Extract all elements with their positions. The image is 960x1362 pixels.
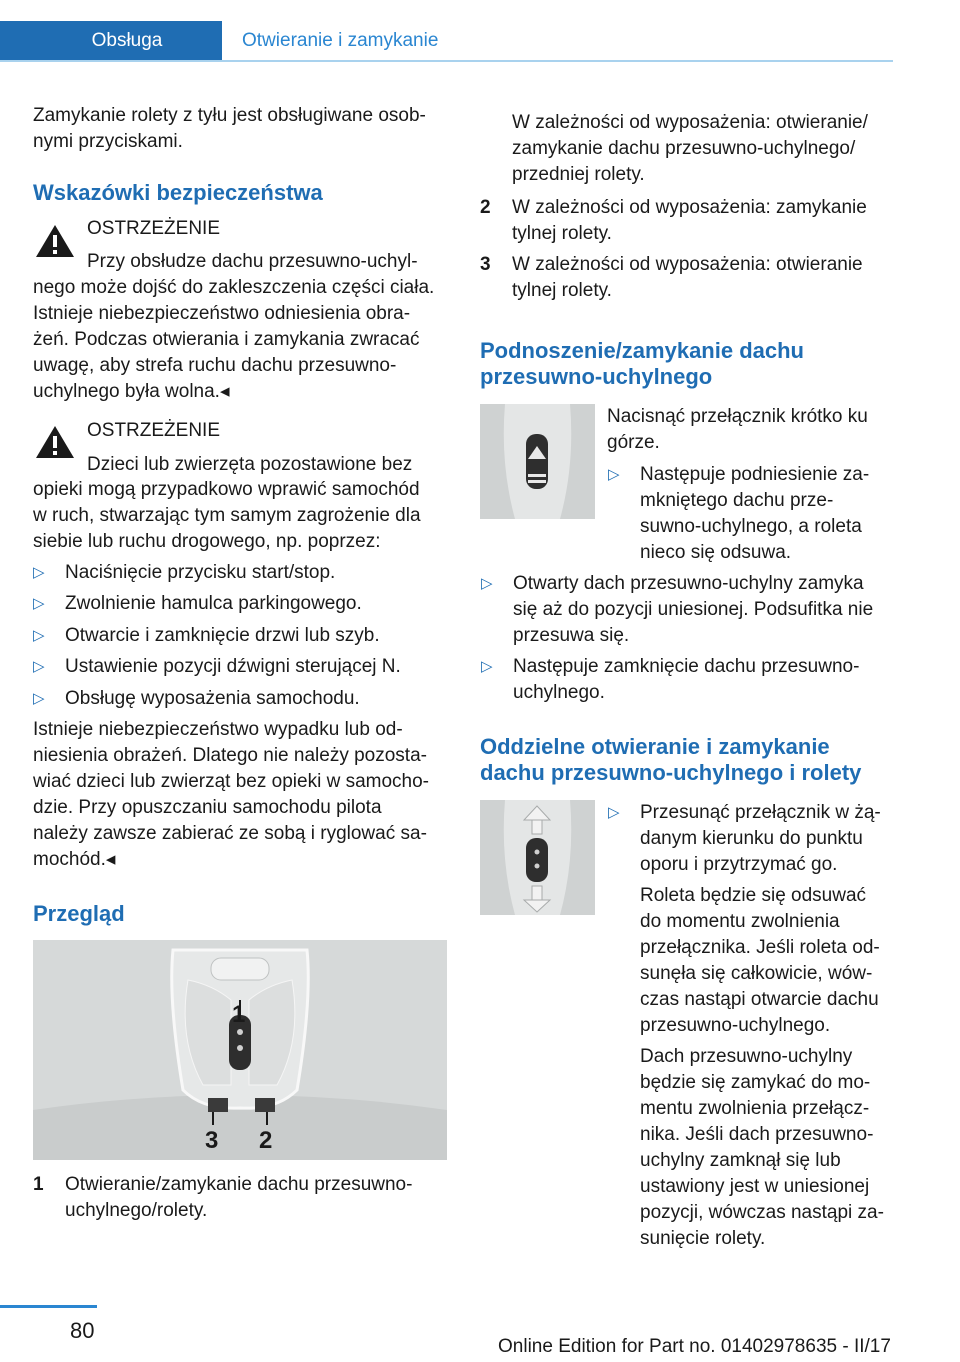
warning-triangle-icon xyxy=(35,223,75,259)
sep-para-1-line: czas nastąpi otwarcie dachu xyxy=(640,989,879,1010)
heading-separate: Oddzielne otwieranie i zamykanie xyxy=(480,734,830,759)
warning-title-2: OSTRZEŻENIE xyxy=(87,420,221,441)
warning-2-line: Dzieci lub zwierzęta pozostawione bez xyxy=(87,454,413,475)
sep-para-2-line: nika. Jeśli dach przesuwno- xyxy=(640,1124,874,1145)
sep-para-1-line: przełącznika. Jeśli roleta od- xyxy=(640,937,880,958)
warning-1-line: Istnieje niebezpieczeństwo odniesienia obra- xyxy=(33,303,411,324)
legend-item-1-cont: zamykanie dachu przesuwno-uchylnego/ xyxy=(512,138,856,159)
callout-3: 3 xyxy=(205,1127,219,1154)
sep-para-2-line: będzie się zamykać do mo- xyxy=(640,1072,871,1093)
page-number: 80 xyxy=(70,1318,95,1343)
warning-1-line: uwagę, aby strefa ruchu dachu przesuwno- xyxy=(33,355,397,376)
legend-item-1-text: uchylnego/rolety. xyxy=(65,1200,208,1221)
callout-1: 1 xyxy=(232,1001,246,1028)
warning-title-1: OSTRZEŻENIE xyxy=(87,218,221,239)
bullet-triangle-icon: ▷ xyxy=(608,804,620,821)
intro-line-1: Zamykanie rolety z tyłu jest obsługiwane osob- xyxy=(33,105,426,126)
raise-instruction: Nacisnąć przełącznik krótko ku xyxy=(607,406,868,427)
switch-up-figure xyxy=(480,404,595,519)
footer-rule xyxy=(0,1305,97,1308)
heading-overview: Przegląd xyxy=(33,901,125,926)
warning-2-line: siebie lub ruchu drogowego, np. poprzez: xyxy=(33,531,381,552)
sep-para-1-line: sunęła się całkowicie, wów- xyxy=(640,963,873,984)
warning-2-after-line: mochód.◂ xyxy=(33,849,116,870)
bullet-triangle-icon: ▷ xyxy=(33,595,45,612)
legend-item-2-text: W zależności od wyposażenia: zamykanie xyxy=(512,197,867,218)
bullet-text: Ustawienie pozycji dźwigni sterującej N. xyxy=(65,656,401,677)
bullet-text: Zwolnienie hamulca parkingowego. xyxy=(65,593,362,614)
raise-bullet-3-line: uchylnego. xyxy=(513,682,605,703)
warning-2-after-line: należy zawsze zabierać ze sobą i ryglować sa- xyxy=(33,823,427,844)
legend-item-3-text: W zależności od wyposażenia: otwieranie xyxy=(512,254,863,275)
sep-para-2-line: ustawiony jest w uniesionej xyxy=(640,1176,870,1197)
sep-para-2-line: Dach przesuwno-uchylny xyxy=(640,1046,853,1067)
legend-item-1-text: Otwieranie/zamykanie dachu przesuwno- xyxy=(65,1174,413,1195)
legend-item-3-text: tylnej rolety. xyxy=(512,280,612,301)
sep-para-2-line: mentu zwolnienia przełącz- xyxy=(640,1098,870,1119)
warning-1-line: Przy obsłudze dachu przesuwno-uchyl- xyxy=(87,251,418,272)
legend-number: 2 xyxy=(480,197,491,218)
sep-para-1-line: Roleta będzie się odsuwać xyxy=(640,885,867,906)
roof-console-illustration xyxy=(33,940,447,1160)
legend-item-1-cont: W zależności od wyposażenia: otwieranie/ xyxy=(512,112,868,133)
legend-number: 1 xyxy=(33,1174,44,1195)
sep-bullet-line: oporu i przytrzymać go. xyxy=(640,854,838,875)
heading-raise: przesuwno-uchylnego xyxy=(480,364,713,389)
callout-2: 2 xyxy=(259,1127,273,1154)
bullet-triangle-icon: ▷ xyxy=(608,466,620,483)
bullet-text: Obsługę wyposażenia samochodu. xyxy=(65,688,360,709)
raise-bullet-1-line: nieco się odsuwa. xyxy=(640,542,792,563)
header-rule xyxy=(0,60,893,62)
bullet-triangle-icon: ▷ xyxy=(481,658,493,675)
raise-bullet-2-line: się aż do pozycji uniesionej. Podsufitka nie xyxy=(513,599,874,620)
bullet-triangle-icon: ▷ xyxy=(33,627,45,644)
warning-2-after-line: niesienia obrażeń. Dlatego nie należy pozosta- xyxy=(33,745,427,766)
warning-2-after-line: wiać dzieci lub zwierząt bez opieki w samocho- xyxy=(33,771,429,792)
warning-1-line: żeń. Podczas otwierania i zamykania zwracać xyxy=(33,329,420,350)
raise-instruction: górze. xyxy=(607,432,660,453)
bullet-triangle-icon: ▷ xyxy=(33,564,45,581)
overview-figure xyxy=(33,940,447,1160)
heading-raise: Podnoszenie/zamykanie dachu xyxy=(480,338,804,363)
raise-bullet-2-line: Otwarty dach przesuwno-uchylny zamyka xyxy=(513,573,864,594)
legend-number: 3 xyxy=(480,254,491,275)
sep-bullet-line: Przesunąć przełącznik w żą- xyxy=(640,802,881,823)
heading-separate: dachu przesuwno-uchylnego i rolety xyxy=(480,760,862,785)
bullet-triangle-icon: ▷ xyxy=(33,690,45,707)
switch-updown-figure xyxy=(480,800,595,915)
warning-2-after-line: Istnieje niebezpieczeństwo wypadku lub od- xyxy=(33,719,403,740)
raise-bullet-2-line: przesuwa się. xyxy=(513,625,630,646)
footer-edition: Online Edition for Part no. 01402978635 - II/17 xyxy=(498,1336,891,1357)
bullet-text: Naciśnięcie przycisku start/stop. xyxy=(65,562,336,583)
legend-item-1-cont: przedniej rolety. xyxy=(512,164,645,185)
sep-para-2-line: sunięcie rolety. xyxy=(640,1228,766,1249)
raise-bullet-3-line: Następuje zamknięcie dachu przesuwno- xyxy=(513,656,860,677)
raise-bullet-1-line: suwno-uchylnego, a roleta xyxy=(640,516,862,537)
warning-2-line: opieki mogą przypadkowo wprawić samochód xyxy=(33,479,420,500)
warning-2-line: w ruch, stwarzając tym samym zagrożenie dla xyxy=(33,505,421,526)
warning-1-line: nego może dojść do zakleszczenia części ciała. xyxy=(33,277,435,298)
switch-up-illustration xyxy=(480,404,595,519)
intro-line-2: nymi przyciskami. xyxy=(33,131,183,152)
heading-safety: Wskazówki bezpieczeństwa xyxy=(33,180,323,205)
sep-para-2-line: pozycji, wówczas nastąpi za- xyxy=(640,1202,884,1223)
warning-triangle-icon xyxy=(35,424,75,460)
warning-1-line: uchylnego była wolna.◂ xyxy=(33,381,230,402)
tab-obsluga[interactable]: Obsługa xyxy=(0,21,222,61)
warning-2-after-line: dzie. Przy opuszczaniu samochodu pilota xyxy=(33,797,382,818)
raise-bullet-1-line: mkniętego dachu prze- xyxy=(640,490,834,511)
bullet-text: Otwarcie i zamknięcie drzwi lub szyb. xyxy=(65,625,380,646)
sep-para-2-line: uchylny zamknął się lub xyxy=(640,1150,841,1171)
sep-para-1-line: do momentu zwolnienia xyxy=(640,911,840,932)
bullet-triangle-icon: ▷ xyxy=(33,658,45,675)
sep-para-1-line: przesuwno-uchylnego. xyxy=(640,1015,831,1036)
bullet-triangle-icon: ▷ xyxy=(481,575,493,592)
switch-updown-illustration xyxy=(480,800,595,915)
sep-bullet-line: danym kierunku do punktu xyxy=(640,828,863,849)
raise-bullet-1-line: Następuje podniesienie za- xyxy=(640,464,870,485)
legend-item-2-text: tylnej rolety. xyxy=(512,223,612,244)
tab-otwieranie-i-zamykanie[interactable]: Otwieranie i zamykanie xyxy=(242,30,439,51)
